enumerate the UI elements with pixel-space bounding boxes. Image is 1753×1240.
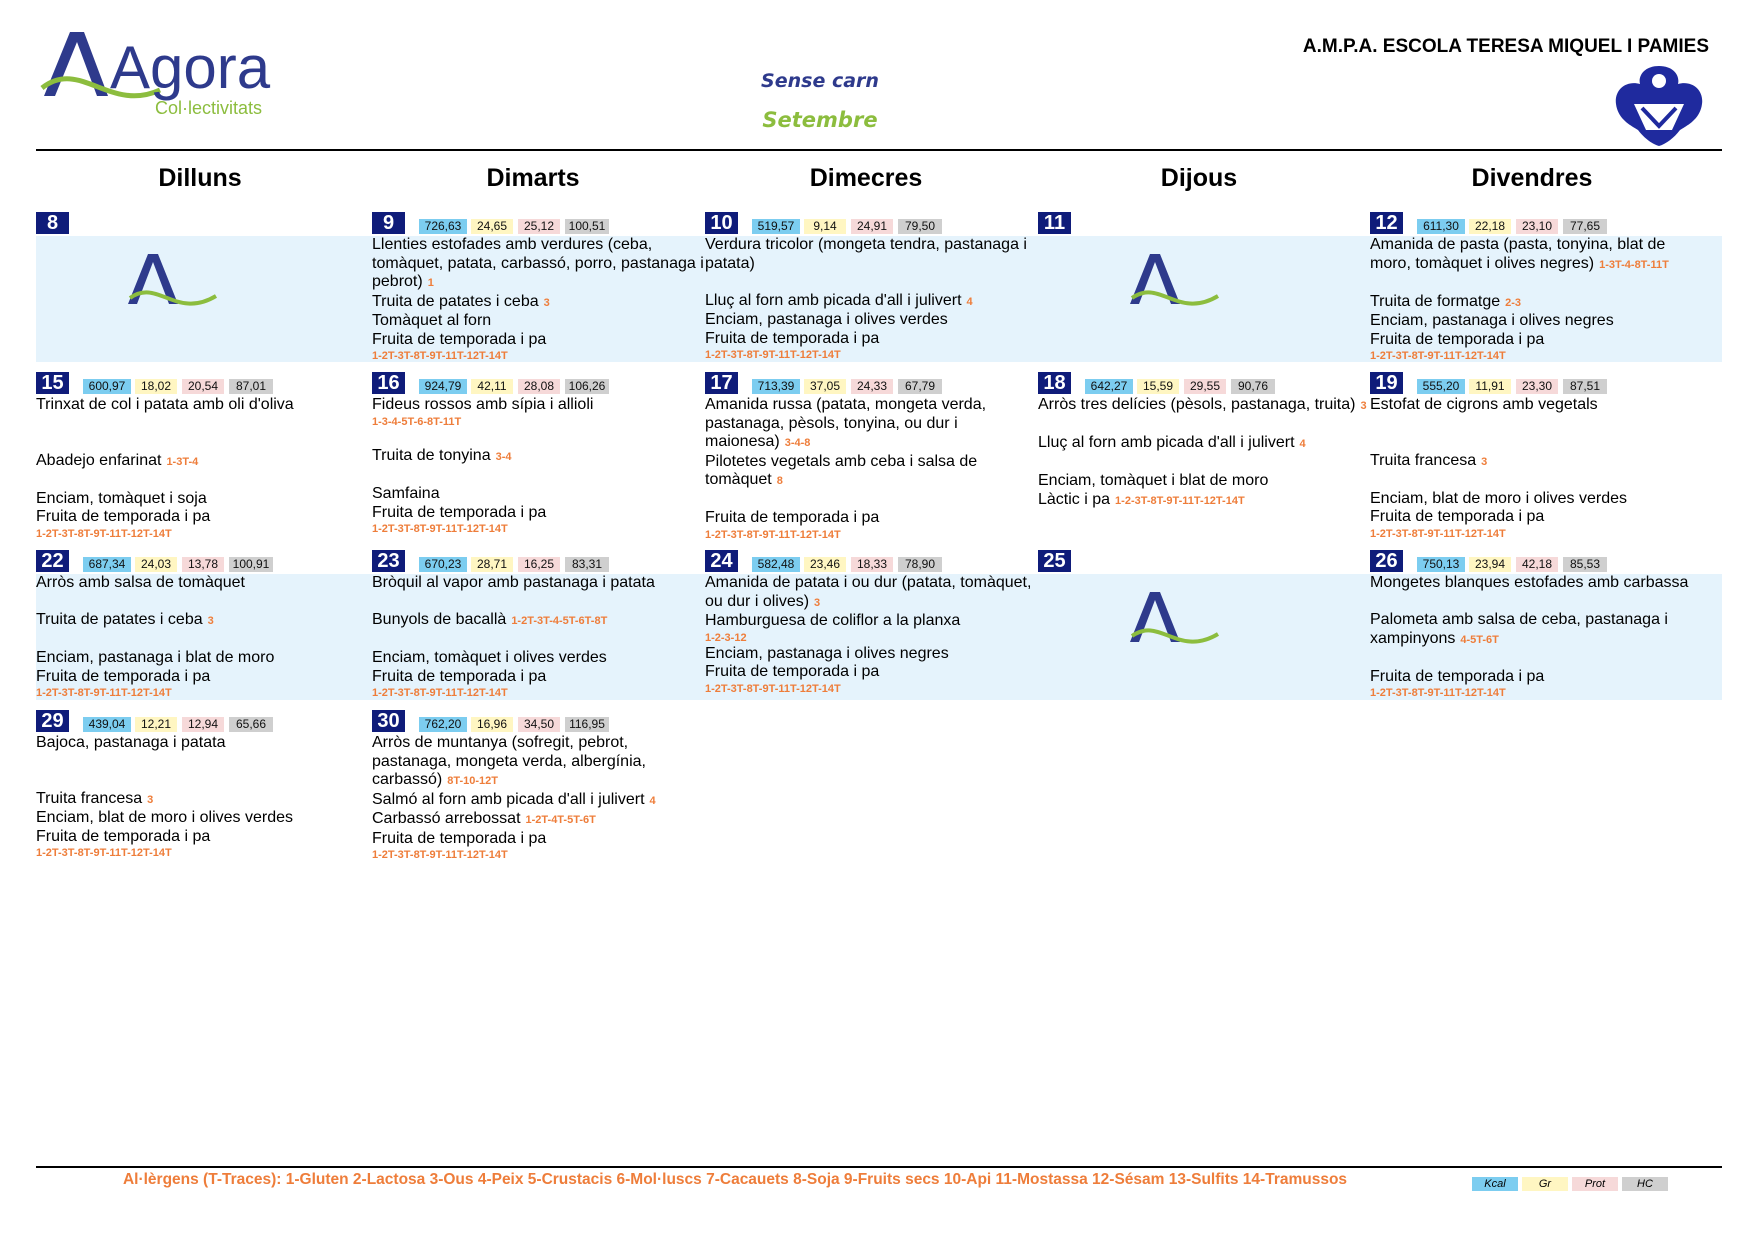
allergen-codes: 3-4-8 <box>784 437 811 449</box>
dish-name: Fruita de temporada i pa <box>705 509 880 526</box>
dish-name: Salmó al forn amb picada d'all i julivert <box>372 790 645 808</box>
allergen-codes: 4 <box>966 295 973 308</box>
carbs-value: 65,66 <box>229 717 273 732</box>
dish-name: Mongetes blanques estofades amb carbassa <box>1370 574 1689 591</box>
dish-item <box>36 490 368 509</box>
dish-list <box>1038 396 1370 510</box>
fat-value: 23,94 <box>1469 557 1511 572</box>
fat-value: 42,11 <box>471 379 513 394</box>
dish-item <box>1370 331 1702 364</box>
kcal-value: 519,57 <box>752 219 800 234</box>
dish-name: Palometa amb salsa de ceba, pastanaga i xampinyons <box>1370 611 1668 647</box>
dish-name: Amanida de pasta (pasta, tonyina, blat de moro, tomàquet i olives negres) <box>1370 236 1666 272</box>
dish-name: Truita de tonyina <box>372 447 491 464</box>
allergen-codes: 1-2T-3T-4-5T-6T-8T <box>511 615 608 627</box>
dish-item <box>1370 490 1702 509</box>
dish-item <box>372 734 704 791</box>
allergen-codes: 1-2T-3T-8T-9T-11T-12T-14T <box>1370 350 1506 362</box>
allergen-codes: 3 <box>814 596 821 609</box>
kcal-value: 762,20 <box>419 717 467 732</box>
day-header: Dijous <box>1160 164 1238 192</box>
dish-item <box>372 396 704 429</box>
day-number: 16 <box>372 372 405 394</box>
day-number: 10 <box>705 212 738 234</box>
allergen-codes: 1-2T-3T-8T-9T-11T-12T-14T <box>372 350 508 362</box>
dish-item <box>372 236 704 293</box>
school-name: A.M.P.A. ESCOLA TERESA MIQUEL I PAMIES <box>1302 36 1709 57</box>
agora-emblem-icon <box>1124 248 1224 308</box>
day-header: Divendres <box>1471 164 1593 192</box>
dish-name: Truita de patates i ceba <box>372 292 539 310</box>
carbs-value: 79,50 <box>898 219 942 234</box>
fat-value: 16,96 <box>471 717 513 732</box>
dish-name: Fideus rossos amb sípia i allioli <box>372 396 594 413</box>
allergen-codes: 1-2-3T-8T-9T-11T-12T-14T <box>1115 494 1245 507</box>
dish-name: Samfaina <box>372 485 440 502</box>
allergen-codes: 3 <box>1360 400 1367 412</box>
allergen-codes: 1-2T-4T-5T-6T <box>525 814 596 826</box>
dish-name: Fruita de temporada i pa <box>1370 667 1545 685</box>
protein-value: 34,50 <box>518 717 560 732</box>
protein-value: 12,94 <box>182 717 224 732</box>
spacer <box>1038 416 1370 435</box>
dish-name: Enciam, tomàquet i blat de moro <box>1038 472 1269 489</box>
dish-name: Fruita de temporada i pa <box>372 829 547 847</box>
kcal-value: 670,23 <box>419 557 467 572</box>
spacer <box>36 771 368 790</box>
carbs-value: 87,51 <box>1563 379 1607 394</box>
dish-list <box>1370 396 1702 541</box>
day-number: 23 <box>372 550 405 572</box>
day-number: 11 <box>1038 212 1071 234</box>
protein-value: 13,78 <box>182 557 224 572</box>
day-header: Dimecres <box>809 164 923 192</box>
carbs-value: 77,65 <box>1563 219 1607 234</box>
legend-gr: Gr <box>1522 1177 1568 1191</box>
dish-item <box>705 509 1037 542</box>
logo-word: Agora <box>110 34 271 101</box>
spacer <box>36 753 368 772</box>
allergen-codes: 1-3T-4 <box>166 455 199 468</box>
dish-item <box>1370 236 1702 274</box>
dish-name: Arròs tres delícies (pèsols, pastanaga, truita) <box>1038 396 1356 413</box>
kcal-value: 924,79 <box>419 379 467 394</box>
dish-name: Truita de patates i ceba <box>36 611 203 628</box>
dish-item <box>372 504 704 537</box>
dish-item <box>1370 293 1702 313</box>
day-number: 26 <box>1370 550 1403 572</box>
kcal-value: 687,34 <box>83 557 131 572</box>
dish-name: Fruita de temporada i pa <box>705 663 880 680</box>
dish-name: Fruita de temporada i pa <box>36 508 211 525</box>
dish-name: Enciam, blat de moro i olives verdes <box>1370 489 1627 507</box>
dish-name: Truita de formatge <box>1370 292 1501 310</box>
allergen-codes: 1-3-4-5T-6-8T-11T <box>372 415 462 428</box>
dish-item <box>705 453 1037 491</box>
allergen-codes: 1-2-3-12 <box>705 631 747 644</box>
spacer <box>372 631 704 650</box>
spacer <box>36 631 368 650</box>
dish-item <box>36 508 368 541</box>
allergen-codes: 1-2T-3T-8T-9T-11T-12T-14T <box>705 349 841 361</box>
protein-value: 25,12 <box>518 219 560 234</box>
dish-item <box>372 649 704 668</box>
spacer <box>705 491 1037 510</box>
dish-item <box>372 830 704 863</box>
dish-item <box>1370 668 1702 701</box>
dish-item <box>1370 611 1702 649</box>
allergen-codes: 3 <box>1481 455 1488 468</box>
dish-item <box>705 645 1037 664</box>
dish-name: Fruita de temporada i pa <box>705 329 880 347</box>
dish-name: Enciam, pastanaga i olives verdes <box>705 311 948 328</box>
dish-item <box>705 311 1037 330</box>
fat-value: 22,18 <box>1469 219 1511 234</box>
dish-name: Tomàquet al forn <box>372 312 492 329</box>
dish-item <box>36 611 368 631</box>
spacer <box>1370 415 1702 434</box>
carbs-value: 83,31 <box>565 557 609 572</box>
dish-item <box>1038 396 1370 416</box>
allergen-codes: 3 <box>147 793 154 806</box>
dish-list <box>36 396 368 541</box>
logo-sub: Col·lectivitats <box>155 98 263 118</box>
allergen-codes: 2-3 <box>1505 296 1522 309</box>
dish-list <box>372 734 704 862</box>
protein-value: 23,30 <box>1516 379 1558 394</box>
fat-value: 11,91 <box>1469 379 1511 394</box>
dish-list <box>705 574 1037 696</box>
agora-emblem-icon <box>1124 586 1224 646</box>
fat-value: 15,59 <box>1137 379 1179 394</box>
dish-name: Carbassó arrebossat <box>372 810 521 827</box>
carbs-value: 106,26 <box>565 379 609 394</box>
dish-item <box>36 734 368 753</box>
fat-value: 24,65 <box>471 219 513 234</box>
allergen-codes: 1-2T-3T-8T-9T-11T-12T-14T <box>372 849 508 861</box>
spacer <box>36 415 368 434</box>
dish-item <box>36 790 368 810</box>
dish-name: Enciam, tomàquet i soja <box>36 489 207 507</box>
dish-item <box>36 809 368 828</box>
dish-name: Pilotetes vegetals amb ceba i salsa de tomàquet <box>705 452 978 488</box>
fat-value: 9,14 <box>804 219 846 234</box>
day-header: Dimarts <box>486 164 580 192</box>
allergen-codes: 1-2T-3T-8T-9T-11T-12T-14T <box>1370 527 1506 540</box>
carbs-value: 78,90 <box>898 557 942 572</box>
dish-name: Amanida russa (patata, mongeta verda, pastanaga, pèsols, tonyina, ou dur i maionesa) <box>705 396 987 450</box>
dish-name: Bajoca, pastanaga i patata <box>36 734 226 751</box>
carbs-value: 116,95 <box>565 717 609 732</box>
dish-name: Fruita de temporada i pa <box>372 330 547 348</box>
dish-item <box>372 668 704 701</box>
kcal-value: 750,13 <box>1417 557 1465 572</box>
agora-logo <box>40 28 300 118</box>
day-number: 30 <box>372 710 405 732</box>
spacer <box>1370 471 1702 490</box>
footer-rule <box>36 1166 1722 1168</box>
dish-list <box>705 236 1037 362</box>
dish-item <box>36 668 368 701</box>
spacer <box>1038 454 1370 473</box>
dish-name: Lluç al forn amb picada d'all i julivert <box>705 291 962 309</box>
dish-item <box>705 574 1037 612</box>
dish-name: Fruita de temporada i pa <box>372 667 547 685</box>
protein-value: 16,25 <box>518 557 560 572</box>
dish-item <box>36 452 368 472</box>
day-number: 17 <box>705 372 738 394</box>
month-title: Setembre <box>762 108 878 132</box>
kcal-value: 439,04 <box>83 717 131 732</box>
day-number: 8 <box>36 212 69 234</box>
dish-name: Truita francesa <box>36 789 143 807</box>
allergen-codes: 1-2T-3T-8T-9T-11T-12T-14T <box>372 687 508 699</box>
legend-hc: HC <box>1622 1177 1668 1191</box>
legend-prot: Prot <box>1572 1177 1618 1191</box>
dish-name: Enciam, pastanaga i blat de moro <box>36 649 275 666</box>
kcal-value: 642,27 <box>1085 379 1133 394</box>
day-number: 19 <box>1370 372 1403 394</box>
allergen-codes: 1-2T-3T-8T-9T-11T-12T-14T <box>1370 687 1506 699</box>
dish-item <box>1038 491 1370 511</box>
dish-name: Enciam, pastanaga i olives negres <box>705 644 949 662</box>
kcal-value: 611,30 <box>1417 219 1465 234</box>
carbs-value: 90,76 <box>1231 379 1275 394</box>
allergen-codes: 1-2T-3T-8T-9T-11T-12T-14T <box>36 687 172 699</box>
day-number: 18 <box>1038 372 1071 394</box>
dish-item <box>1038 472 1370 491</box>
dish-item <box>36 828 368 861</box>
dish-name: Abadejo enfarinat <box>36 451 162 469</box>
dish-name: Llenties estofades amb verdures (ceba, tomàquet, patata, carbassó, porro, pastanaga i pebrot) <box>372 236 704 290</box>
dish-item <box>372 447 704 467</box>
dish-item <box>372 611 704 631</box>
spacer <box>1370 593 1702 612</box>
dish-name: Arròs amb salsa de tomàquet <box>36 574 245 591</box>
fat-value: 28,71 <box>471 557 513 572</box>
allergen-codes: 4 <box>1299 438 1306 450</box>
dish-item <box>372 791 704 811</box>
dish-name: Fruita de temporada i pa <box>1370 330 1545 348</box>
kcal-value: 582,48 <box>752 557 800 572</box>
dish-name: Fruita de temporada i pa <box>36 667 211 685</box>
allergen-codes: 1-2T-3T-8T-9T-11T-12T-14T <box>705 528 841 541</box>
allergen-codes: 3-4 <box>495 451 512 463</box>
dish-item <box>372 293 704 313</box>
dish-list <box>372 396 704 536</box>
spacer <box>1370 274 1702 293</box>
spacer <box>372 429 704 448</box>
carbs-value: 85,53 <box>1563 557 1607 572</box>
dish-item <box>1038 434 1370 454</box>
dish-name: Fruita de temporada i pa <box>36 827 211 845</box>
allergen-codes: 1 <box>427 277 434 289</box>
protein-value: 42,18 <box>1516 557 1558 572</box>
dish-item <box>705 396 1037 453</box>
dish-item <box>1370 312 1702 331</box>
fat-value: 24,03 <box>135 557 177 572</box>
spacer <box>372 467 704 486</box>
allergen-codes: 3 <box>543 296 550 309</box>
dish-list <box>705 396 1037 542</box>
dish-item <box>36 649 368 668</box>
dish-list <box>36 734 368 860</box>
dish-item <box>372 331 704 364</box>
legend-kcal: Kcal <box>1472 1177 1518 1191</box>
carbs-value: 100,51 <box>565 219 609 234</box>
dish-name: Truita francesa <box>1370 451 1477 469</box>
day-header: Dilluns <box>158 164 242 192</box>
dish-item <box>36 574 368 593</box>
protein-value: 24,33 <box>851 379 893 394</box>
spacer <box>372 593 704 612</box>
dish-item <box>372 810 704 830</box>
allergen-codes: 1-2T-3T-8T-9T-11T-12T-14T <box>705 682 841 695</box>
kcal-value: 713,39 <box>752 379 800 394</box>
carbs-value: 100,91 <box>229 557 273 572</box>
dish-list <box>372 236 704 363</box>
dish-name: Bròquil al vapor amb pastanaga i patata <box>372 574 655 591</box>
dish-list <box>36 574 368 700</box>
kcal-value: 726,63 <box>419 219 467 234</box>
dish-list <box>372 574 704 700</box>
allergen-codes: 4-5T-6T <box>1460 633 1499 646</box>
day-number: 29 <box>36 710 69 732</box>
dish-item <box>705 330 1037 363</box>
school-crest-icon <box>1612 64 1706 148</box>
allergen-codes: 1-3T-4-8T-11T <box>1599 258 1669 271</box>
day-number: 9 <box>372 212 405 234</box>
allergen-codes: 1-2T-3T-8T-9T-11T-12T-14T <box>36 527 172 540</box>
spacer <box>36 471 368 490</box>
spacer <box>705 273 1037 292</box>
protein-value: 29,55 <box>1184 379 1226 394</box>
fat-value: 12,21 <box>135 717 177 732</box>
spacer <box>1370 433 1702 452</box>
allergen-codes: 8 <box>776 475 783 487</box>
dish-item <box>705 663 1037 696</box>
allergen-legend: Al·lèrgens (T-Traces): 1-Gluten 2-Lactosa 3-Ous 4-Peix 5-Crustacis 6-Mol·luscs 7-Cacauets 8-Soja 9-Fruits secs 10-Api 11-Mostassa 12-Sésam 13-Sulfits 14-Tramussos <box>122 1171 1348 1188</box>
dish-name: Hamburguesa de coliflor a la planxa <box>705 612 961 629</box>
dish-item <box>372 574 704 593</box>
kcal-value: 555,20 <box>1417 379 1465 394</box>
fat-value: 18,02 <box>135 379 177 394</box>
protein-value: 23,10 <box>1516 219 1558 234</box>
day-number: 15 <box>36 372 69 394</box>
carbs-value: 87,01 <box>229 379 273 394</box>
dish-name: Làctic i pa <box>1038 490 1111 508</box>
dish-item <box>36 396 368 415</box>
spacer <box>36 433 368 452</box>
dish-name: Fruita de temporada i pa <box>372 503 547 521</box>
protein-value: 28,08 <box>518 379 560 394</box>
dish-list <box>1370 574 1702 700</box>
dish-list <box>1370 236 1702 363</box>
spacer <box>1370 649 1702 668</box>
dish-item <box>1370 452 1702 472</box>
spacer <box>36 593 368 612</box>
dish-name: Amanida de patata i ou dur (patata, tomàquet, ou dur i olives) <box>705 574 1032 610</box>
dish-name: Enciam, tomàquet i olives verdes <box>372 649 607 666</box>
dish-item <box>705 612 1037 645</box>
dish-item <box>705 292 1037 312</box>
allergen-codes: 3 <box>207 615 214 627</box>
allergen-codes: 8T-10-12T <box>447 775 498 787</box>
dish-item <box>1370 574 1702 593</box>
dish-name: Trinxat de col i patata amb oli d'oliva <box>36 396 294 413</box>
dish-item <box>1370 396 1702 415</box>
fat-value: 23,46 <box>804 557 846 572</box>
day-number: 25 <box>1038 550 1071 572</box>
dish-name: Verdura tricolor (mongeta tendra, pastanaga i patata) <box>705 236 1027 272</box>
menu-type: Sense carn <box>761 70 879 92</box>
header-rule <box>36 149 1722 151</box>
agora-emblem-icon <box>122 248 222 308</box>
day-number: 22 <box>36 550 69 572</box>
allergen-codes: 4 <box>649 794 656 807</box>
allergen-codes: 1-2T-3T-8T-9T-11T-12T-14T <box>372 523 508 535</box>
day-number: 24 <box>705 550 738 572</box>
protein-value: 24,91 <box>851 219 893 234</box>
dish-item <box>372 312 704 331</box>
dish-name: Lluç al forn amb picada d'all i julivert <box>1038 434 1295 451</box>
fat-value: 37,05 <box>804 379 846 394</box>
protein-value: 18,33 <box>851 557 893 572</box>
protein-value: 20,54 <box>182 379 224 394</box>
kcal-value: 600,97 <box>83 379 131 394</box>
dish-item <box>1370 508 1702 541</box>
dish-name: Arròs de muntanya (sofregit, pebrot, pastanaga, mongeta verda, albergínia, carbassó) <box>372 734 646 788</box>
dish-name: Enciam, blat de moro i olives verdes <box>36 809 293 826</box>
dish-name: Enciam, pastanaga i olives negres <box>1370 312 1614 329</box>
allergen-codes: 1-2T-3T-8T-9T-11T-12T-14T <box>36 847 172 859</box>
carbs-value: 67,79 <box>898 379 942 394</box>
dish-name: Fruita de temporada i pa <box>1370 508 1545 525</box>
dish-item <box>705 236 1037 273</box>
dish-name: Bunyols de bacallà <box>372 611 507 628</box>
dish-item <box>372 485 704 504</box>
day-number: 12 <box>1370 212 1403 234</box>
dish-name: Estofat de cigrons amb vegetals <box>1370 396 1598 413</box>
